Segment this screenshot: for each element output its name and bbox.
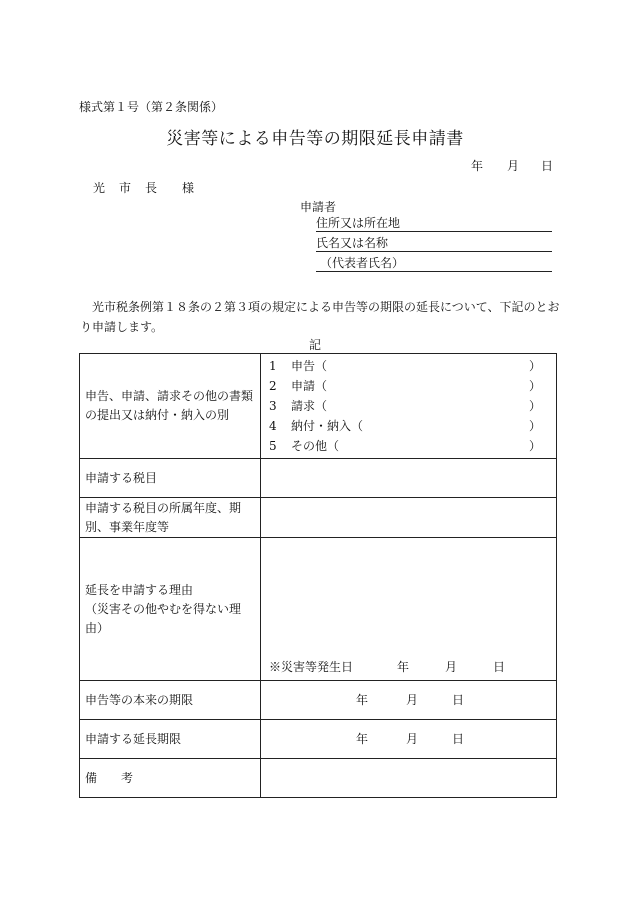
date-day: 日 [541, 159, 554, 173]
extended-deadline-year: 年 [356, 732, 369, 746]
applicant-address-label: 住所又は所在地 [316, 216, 401, 230]
option-number: 2 [269, 379, 277, 393]
option-close: ） [528, 439, 541, 453]
disaster-date-day: 日 [493, 660, 506, 674]
option-close: ） [528, 359, 541, 373]
option-text: 請求（ [291, 399, 328, 413]
reason-field[interactable] [261, 538, 557, 681]
extended-deadline-day: 日 [452, 732, 465, 746]
fiscal-period-field[interactable] [261, 498, 557, 538]
date-year: 年 [471, 159, 484, 173]
extended-deadline-month: 月 [406, 732, 419, 746]
table-row [80, 354, 557, 459]
submission-type-label: 申告、申請、請求その他の書類の提出又は納付・納入の別 [80, 354, 261, 459]
original-deadline-day: 日 [452, 693, 465, 707]
option-text: 申請（ [291, 379, 328, 393]
disaster-date-year: 年 [397, 660, 410, 674]
tax-item-field[interactable] [261, 459, 557, 498]
option-item[interactable] [266, 376, 551, 396]
option-close: ） [528, 379, 541, 393]
fiscal-period-label: 申請する税目の所属年度、期別、事業年度等 [80, 498, 261, 538]
table-row [80, 459, 557, 498]
disaster-date-month: 月 [445, 660, 458, 674]
remarks-label: 備 考 [80, 759, 261, 798]
option-item[interactable] [266, 356, 551, 376]
applicant-representative-field[interactable] [316, 256, 552, 272]
body-text: 光市税条例第１８条の２第３項の規定による申告等の期限の延長について、下記のとおり申請します。 [80, 300, 560, 334]
option-text: 申告（ [291, 359, 328, 373]
form-number: 様式第１号（第２条関係） [79, 100, 224, 114]
option-close: ） [528, 419, 541, 433]
applicant-name-field[interactable] [316, 236, 552, 252]
option-number: 5 [269, 439, 277, 453]
applicant-address-field[interactable] [316, 216, 552, 232]
applicant-label: 申請者 [300, 200, 337, 214]
applicant-name-label: 氏名又は名称 [316, 236, 389, 250]
remarks-field[interactable] [261, 759, 557, 798]
option-item[interactable] [266, 436, 551, 456]
option-item[interactable] [266, 416, 551, 436]
table-row [80, 498, 557, 538]
extended-deadline-field[interactable] [261, 720, 557, 759]
application-table [79, 353, 557, 798]
original-deadline-date [266, 691, 551, 709]
option-item[interactable] [266, 396, 551, 416]
option-number: 4 [269, 419, 277, 433]
option-number: 3 [269, 399, 277, 413]
extended-deadline-label: 申請する延長期限 [80, 720, 261, 759]
option-number: 1 [269, 359, 277, 373]
reason-label-line2: （災害その他やむを得ない理由） [85, 601, 242, 635]
original-deadline-year: 年 [356, 693, 369, 707]
reason-label [80, 538, 261, 681]
reason-label-line1: 延長を申請する理由 [85, 582, 194, 597]
table-row [80, 681, 557, 720]
disaster-date [269, 658, 506, 675]
option-text: 納付・納入（ [291, 419, 364, 433]
submission-type-options [261, 354, 557, 459]
table-row [80, 759, 557, 798]
extended-deadline-date [266, 730, 551, 748]
document-title: 災害等による申告等の期限延長申請書 [166, 129, 464, 149]
tax-item-label: 申請する税目 [80, 459, 261, 498]
table-row [80, 538, 557, 681]
original-deadline-month: 月 [406, 693, 419, 707]
addressee-name: 光 市 長 [93, 181, 159, 195]
applicant-representative-label: （代表者氏名） [320, 256, 405, 270]
addressee-honorific: 様 [182, 181, 195, 195]
original-deadline-field[interactable] [261, 681, 557, 720]
option-close: ） [528, 399, 541, 413]
original-deadline-label: 申告等の本来の期限 [80, 681, 261, 720]
ki-heading: 記 [308, 338, 321, 352]
table-row [80, 720, 557, 759]
disaster-date-label: ※災害等発生日 [269, 660, 354, 674]
option-text: その他（ [291, 439, 340, 453]
date-month: 月 [507, 159, 520, 173]
